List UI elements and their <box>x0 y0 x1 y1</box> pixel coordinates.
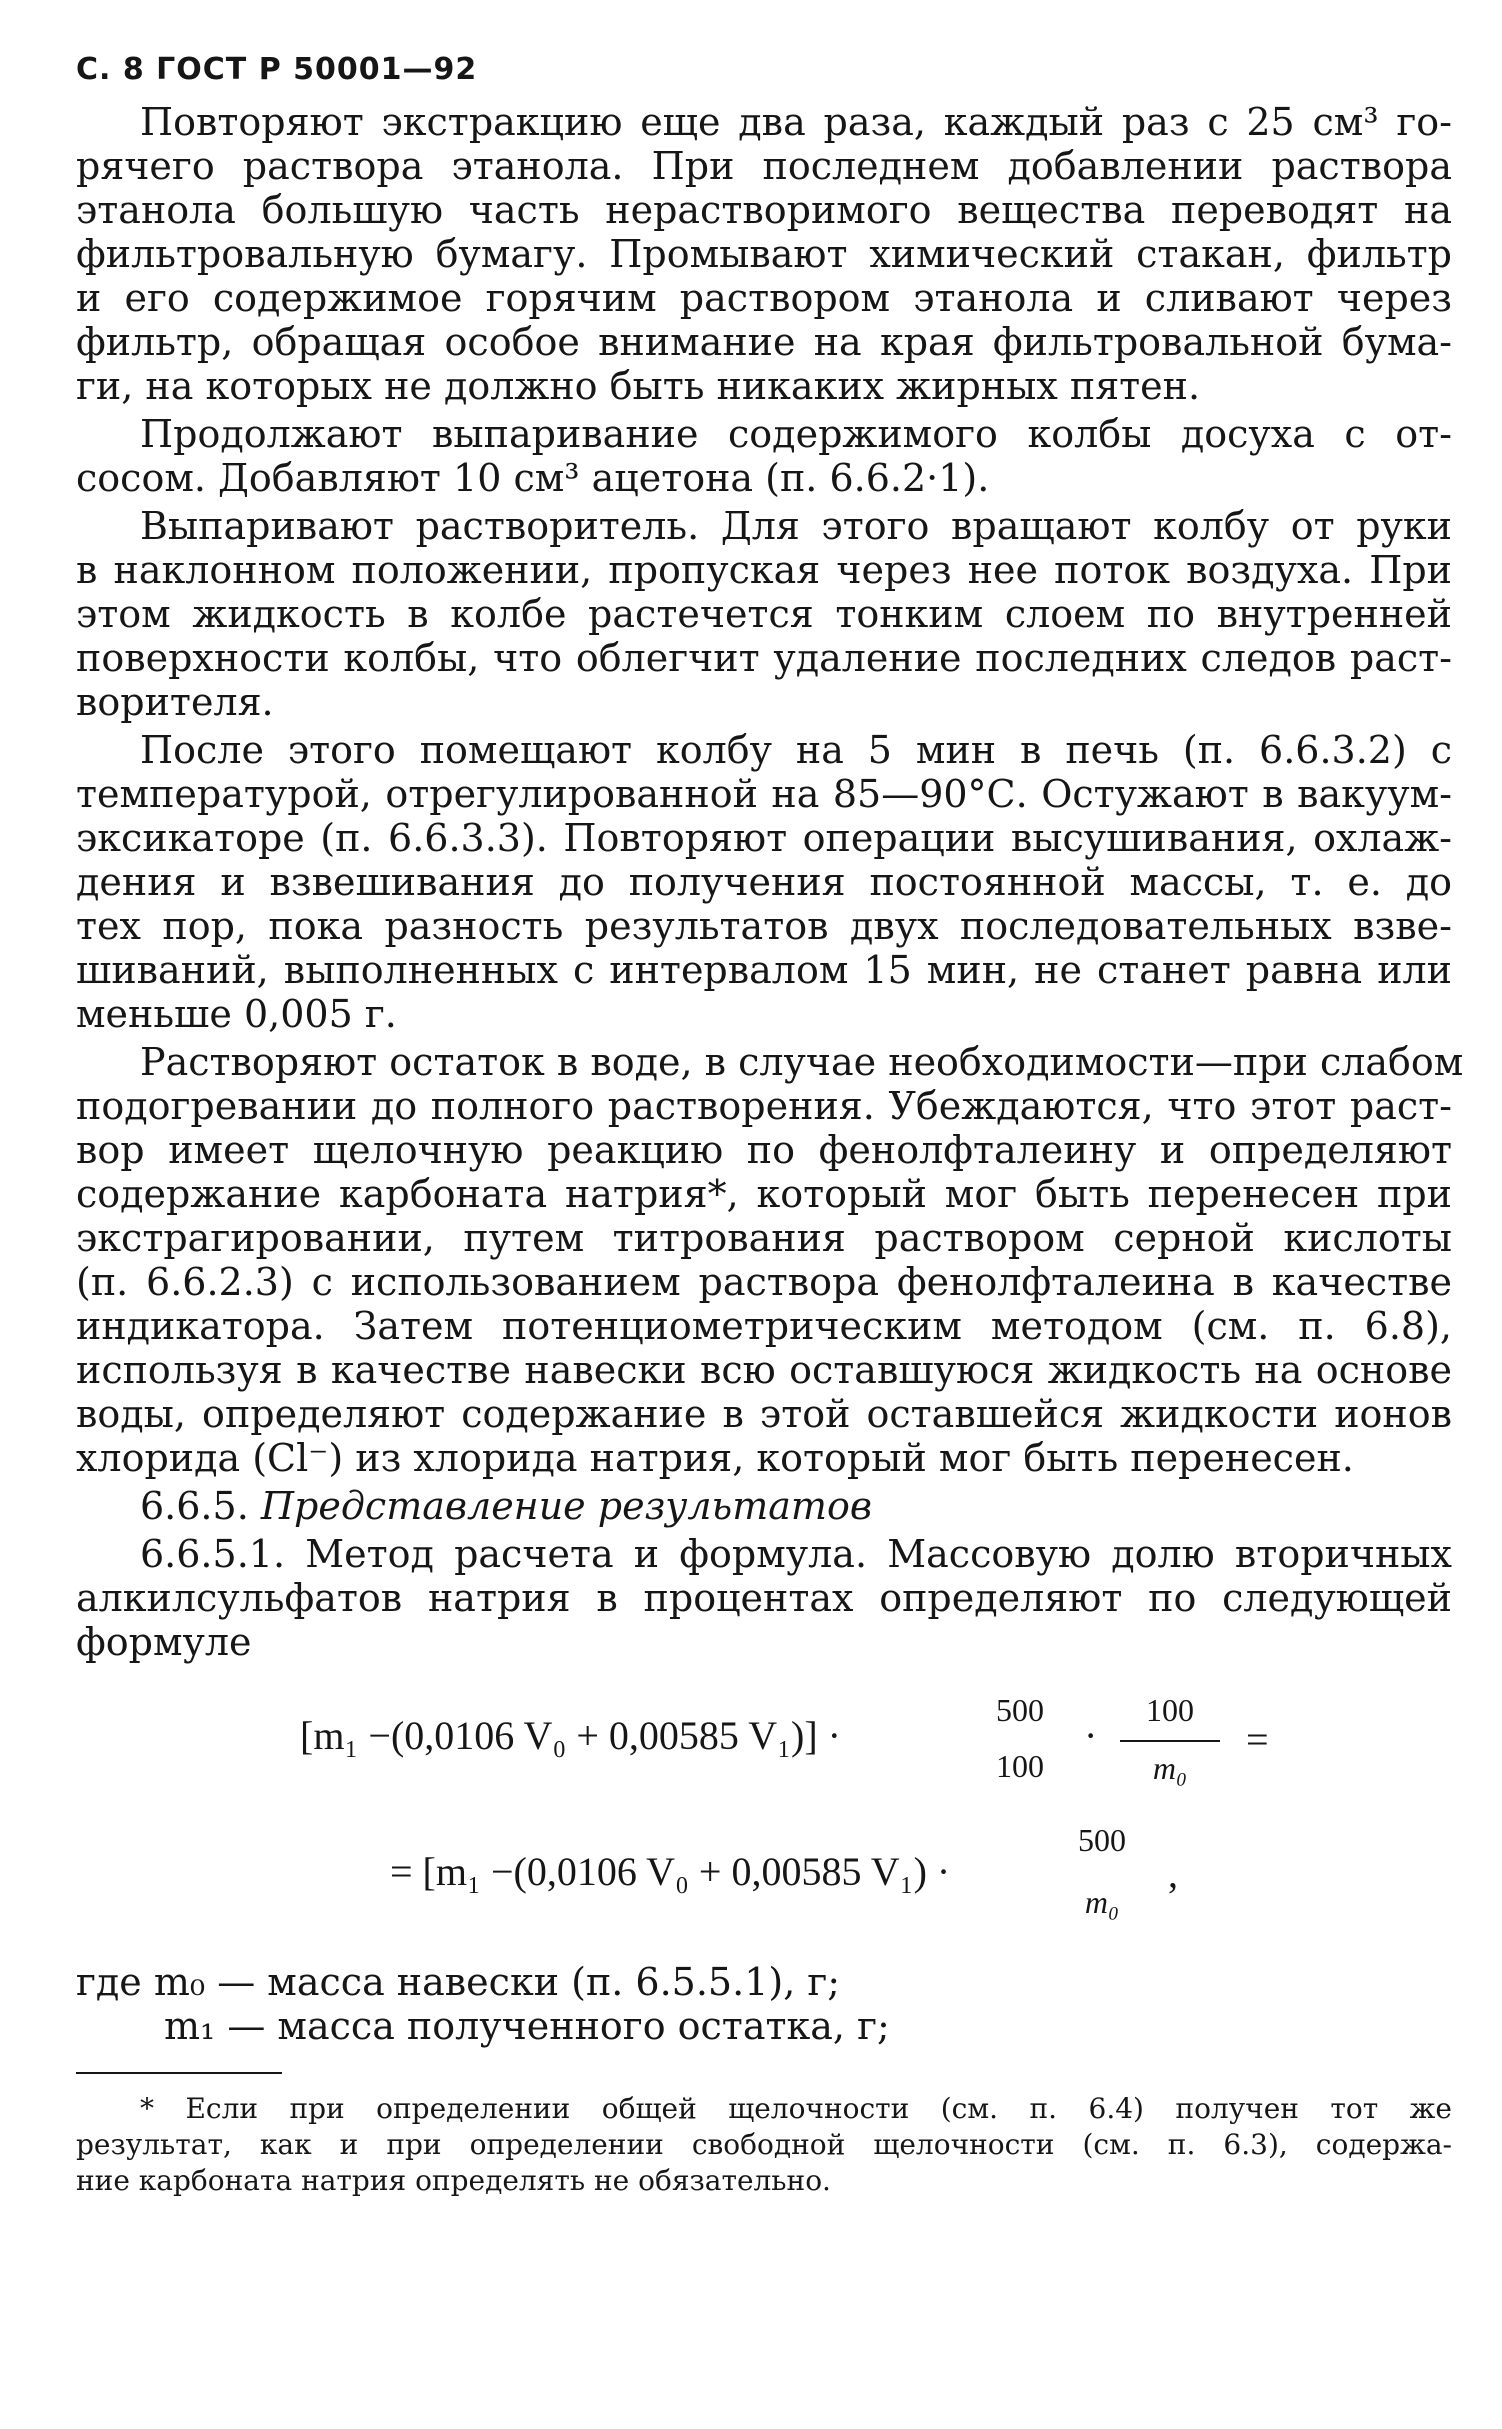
text-line: содержание карбоната натрия*, который мог быть перенесен при <box>76 1172 1452 1216</box>
text-line: экстрагировании, путем титрования раствором серной кислоты <box>76 1216 1452 1260</box>
text-line: рячего раствора этанола. При последнем добавлении раствора <box>76 144 1452 188</box>
text-line: Повторяют экстракцию еще два раза, каждый раз с 25 см³ го- <box>140 100 1452 144</box>
text-line: поверхности колбы, что облегчит удаление последних следов раст- <box>76 636 1452 680</box>
text-line: дения и взвешивания до получения постоянной массы, т. е. до <box>76 860 1452 904</box>
text-line: хлорида (Cl⁻) из хлорида натрия, который мог быть перенесен. <box>76 1436 1354 1480</box>
section-heading <box>140 1484 1452 1528</box>
text-line: формуле <box>76 1620 252 1664</box>
page-header: С. 8 ГОСТ Р 50001—92 <box>76 52 478 87</box>
fraction-numerator: 500 <box>996 1692 1044 1728</box>
text-line: в наклонном положении, пропуская через нее поток воздуха. При <box>76 548 1452 592</box>
footnote-line: ние карбоната натрия определять не обязательно. <box>76 2164 831 2197</box>
text-line: После этого помещают колбу на 5 мин в печь (п. 6.6.3.2) с <box>140 728 1452 772</box>
section-number: 6.6.5. <box>140 1484 249 1528</box>
multiply-dot: · <box>1084 1713 1098 1758</box>
text-line: и его содержимое горячим раствором этанола и сливают через <box>76 276 1452 320</box>
footnote-divider <box>76 2072 282 2074</box>
text-line: ги, на которых не должно быть никаких жирных пятен. <box>76 364 1201 408</box>
text-line: алкилсульфатов натрия в процентах определяют по следующей <box>76 1576 1452 1620</box>
text-line: используя в качестве навески всю оставшуюся жидкость на основе <box>76 1348 1452 1392</box>
footnote-line: результат, как и при определении свободной щелочности (см. п. 6.3), содержа- <box>76 2128 1452 2161</box>
text-line: этанола большую часть нерастворимого вещества переводят на <box>76 188 1452 232</box>
text-line: 6.6.5.1. Метод расчета и формула. Массовую долю вторичных <box>140 1532 1452 1576</box>
definition-line: где m₀ — масса навески (п. 6.5.5.1), г; <box>76 1960 841 2004</box>
fraction-denominator: 100 <box>996 1748 1044 1784</box>
text-line: индикатора. Затем потенциометрическим методом (см. п. 6.8), <box>76 1304 1452 1348</box>
text-line: подогревании до полного растворения. Убеждаются, что этот раст- <box>76 1084 1452 1128</box>
fraction-denominator: m₀ <box>1084 1884 1120 1920</box>
fraction-numerator: 500 <box>1078 1822 1126 1858</box>
text-line: этом жидкость в колбе растечется тонким слоем по внутренней <box>76 592 1452 636</box>
fraction-numerator: 100 <box>1146 1692 1194 1728</box>
text-line: вор имеет щелочную реакцию по фенолфталеину и определяют <box>76 1128 1452 1172</box>
text-line: воды, определяют содержание в этой оставшейся жидкости ионов <box>76 1392 1452 1436</box>
equals-sign: = <box>1246 1717 1269 1762</box>
text-line: ворителя. <box>76 680 274 724</box>
section-title: Представление результатов <box>260 1484 872 1528</box>
text-line: шиваний, выполненных с интервалом 15 мин, не станет равна или <box>76 948 1452 992</box>
formula-comma: , <box>1168 1851 1178 1896</box>
text-line: Выпаривают растворитель. Для этого вращают колбу от руки <box>140 504 1452 548</box>
text-line: сосом. Добавляют 10 см³ ацетона (п. 6.6.2·1). <box>76 456 990 500</box>
text-line: фильтровальную бумагу. Промывают химический стакан, фильтр <box>76 232 1452 276</box>
formula-line1: [m₁ −(0,0106 V₀ + 0,00585 V₁)] · <box>300 1713 841 1758</box>
fraction-denominator: m₀ <box>1152 1750 1188 1786</box>
text-line: фильтр, обращая особое внимание на края фильтровальной бума- <box>76 320 1452 364</box>
text-line: тех пор, пока разность результатов двух последовательных взве- <box>76 904 1452 948</box>
text-line: Растворяют остаток в воде, в случае необходимости—при слабом <box>140 1040 1464 1084</box>
definition-line: m₁ — масса полученного остатка, г; <box>164 2004 890 2048</box>
formula-line2: = [m₁ −(0,0106 V₀ + 0,00585 V₁) · <box>390 1849 951 1894</box>
text-line: эксикаторе (п. 6.6.3.3). Повторяют операции высушивания, охлаж- <box>76 816 1452 860</box>
text-line: Продолжают выпаривание содержимого колбы досуха с от- <box>140 412 1452 456</box>
fraction-bar <box>1120 1740 1220 1742</box>
footnote-line: * Если при определении общей щелочности (см. п. 6.4) получен тот же <box>140 2092 1452 2125</box>
text-line: температурой, отрегулированной на 85—90°С. Остужают в вакуум- <box>76 772 1452 816</box>
text-line: меньше 0,005 г. <box>76 992 397 1036</box>
text-line: (п. 6.6.2.3) с использованием раствора фенолфталеина в качестве <box>76 1260 1452 1304</box>
